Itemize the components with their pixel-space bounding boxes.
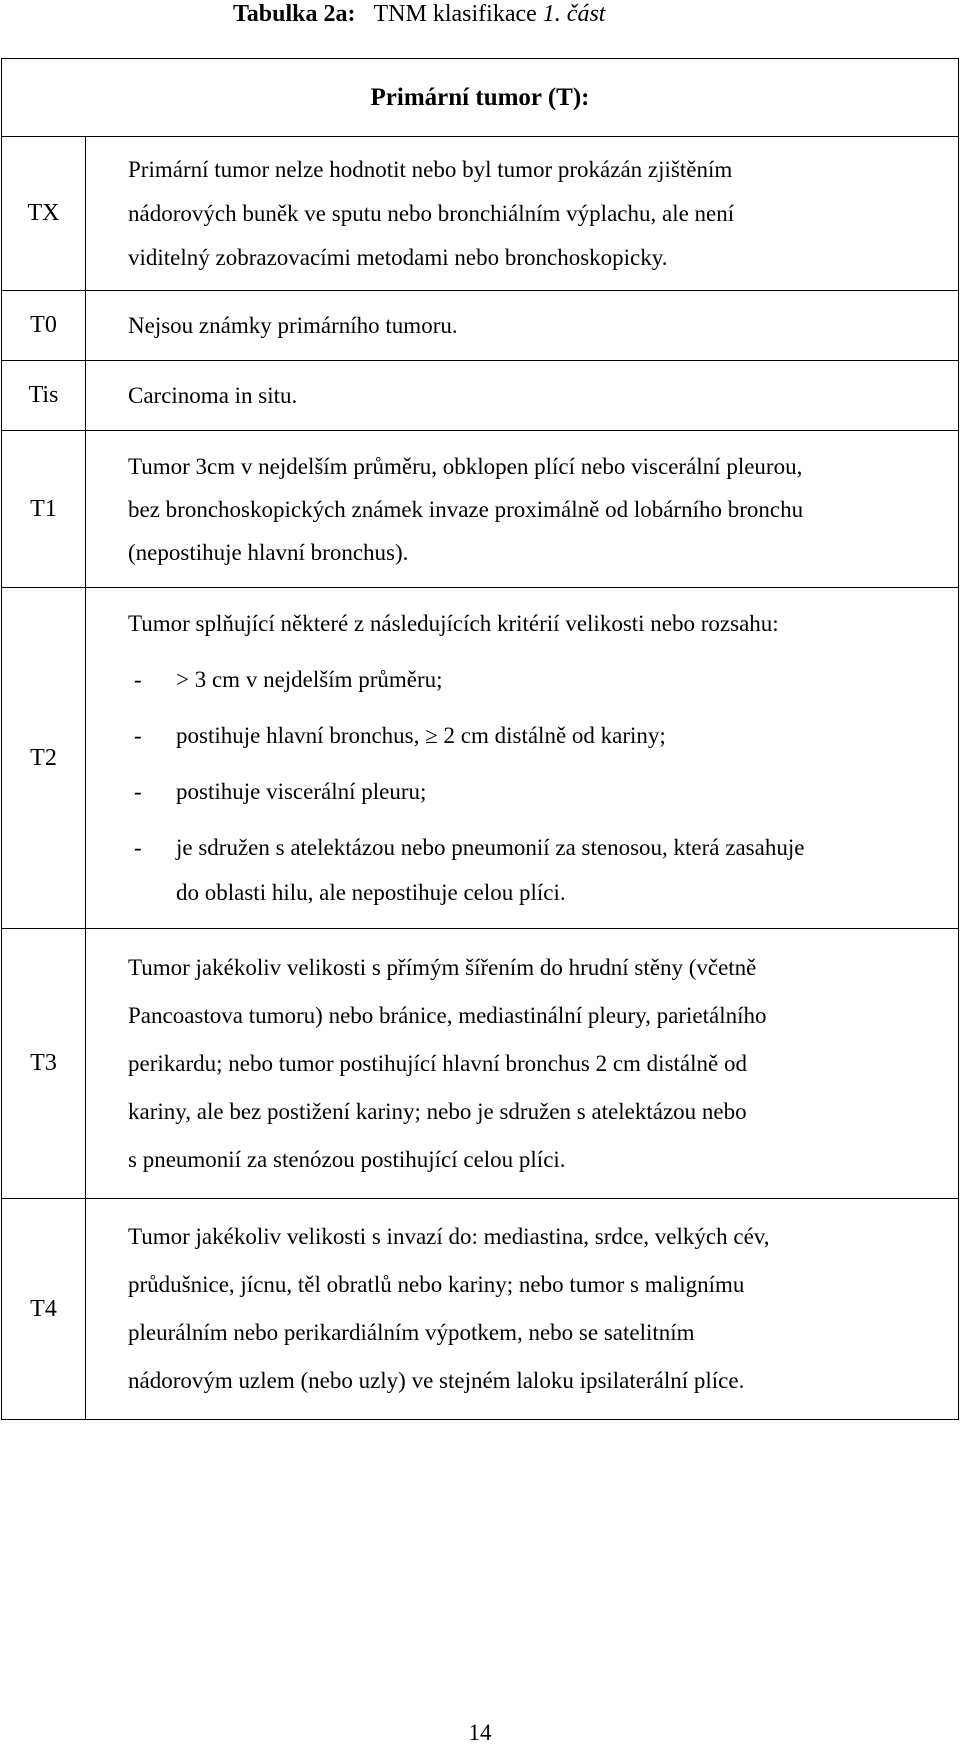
- bullet-text: postihuje viscerální pleuru;: [176, 779, 427, 804]
- table-row-tis: [2, 361, 958, 431]
- row-description: [86, 137, 958, 290]
- description-line: Tumor jakékoliv velikosti s invazí do: mediastina, srdce, velkých cév,: [128, 1224, 770, 1249]
- description-line: Pancoastova tumoru) nebo bránice, mediastinální pleury, parietálního: [128, 1002, 767, 1028]
- description-line: kariny, ale bez postižení kariny; nebo je sdružen s atelektázou nebo: [128, 1098, 747, 1124]
- list-item: [128, 769, 952, 814]
- description-line: pleurálním nebo perikardiálním výpotkem, nebo se satelitním: [128, 1320, 695, 1345]
- description-line: Carcinoma in situ.: [128, 382, 298, 408]
- bullet-text: > 3 cm v nejdelším průměru;: [176, 667, 443, 692]
- description-line: průdušnice, jícnu, těl obratlů nebo kariny; nebo tumor s malignímu: [128, 1272, 745, 1297]
- description-intro: Tumor splňující některé z následujících kritérií velikosti nebo rozsahu:: [128, 611, 779, 636]
- row-code: T0: [2, 291, 86, 360]
- description-line: Primární tumor nelze hodnotit nebo byl tumor prokázán zjištěním: [128, 156, 733, 182]
- table-caption: [233, 0, 605, 28]
- row-code: T4: [2, 1199, 86, 1419]
- table-row-tx: [2, 137, 958, 291]
- description-line: nádorovým uzlem (nebo uzly) ve stejném laloku ipsilaterální plíce.: [128, 1368, 745, 1393]
- bullet-dash: -: [134, 779, 142, 804]
- description-line: viditelný zobrazovacími metodami nebo bronchoskopicky.: [128, 244, 668, 270]
- description-line: perikardu; nebo tumor postihující hlavní bronchus 2 cm distálně od: [128, 1050, 747, 1076]
- bullet-dash: -: [134, 835, 142, 860]
- row-code: Tis: [2, 361, 86, 430]
- table-row-t2: [2, 588, 958, 929]
- page-number: 14: [468, 1720, 492, 1745]
- row-description: [86, 588, 958, 928]
- caption-title-italic: 1. část: [542, 1, 606, 27]
- description-line: bez bronchoskopických známek invaze proximálně od lobárního bronchu: [128, 496, 804, 522]
- row-description: [86, 291, 958, 360]
- table-row-t4: [2, 1199, 958, 1419]
- description-line: Tumor jakékoliv velikosti s přímým šířením do hrudní stěny (včetně: [128, 954, 757, 980]
- tnm-table: [1, 58, 959, 1420]
- bullet-dash: -: [134, 667, 142, 692]
- list-item: [128, 825, 952, 870]
- description-line: nádorových buněk ve sputu nebo bronchiálním výplachu, ale není: [128, 200, 735, 226]
- row-description: [86, 431, 958, 587]
- caption-spacer: [362, 1, 374, 27]
- row-description: [86, 929, 958, 1198]
- row-code: TX: [2, 137, 86, 290]
- bullet-text: je sdružen s atelektázou nebo pneumonií za stenosou, která zasahuje: [176, 835, 805, 860]
- table-header: Primární tumor (T):: [2, 59, 958, 137]
- description-line: (nepostihuje hlavní bronchus).: [128, 539, 409, 565]
- description-line: Nejsou známky primárního tumoru.: [128, 312, 458, 338]
- row-description: [86, 361, 958, 430]
- list-item: [128, 657, 952, 702]
- row-code: T2: [2, 588, 86, 928]
- row-code: T1: [2, 431, 86, 587]
- table-row-t3: [2, 929, 958, 1199]
- row-description: [86, 1199, 958, 1419]
- description-line: Tumor 3cm v nejdelším průměru, obklopen plící nebo viscerální pleurou,: [128, 453, 803, 479]
- caption-label: Tabulka 2a:: [233, 1, 356, 27]
- table-row-t1: [2, 431, 958, 588]
- bullet-text: postihuje hlavní bronchus, ≥ 2 cm distálně od kariny;: [176, 723, 666, 748]
- description-line: s pneumonií za stenózou postihující celou plíci.: [128, 1146, 566, 1172]
- table-row-t0: [2, 291, 958, 361]
- bullet-continuation: do oblasti hilu, ale nepostihuje celou plíci.: [176, 880, 566, 905]
- row-code: T3: [2, 929, 86, 1198]
- bullet-dash: -: [134, 723, 142, 748]
- list-item: [128, 713, 952, 758]
- caption-title: TNM klasifikace: [373, 1, 543, 27]
